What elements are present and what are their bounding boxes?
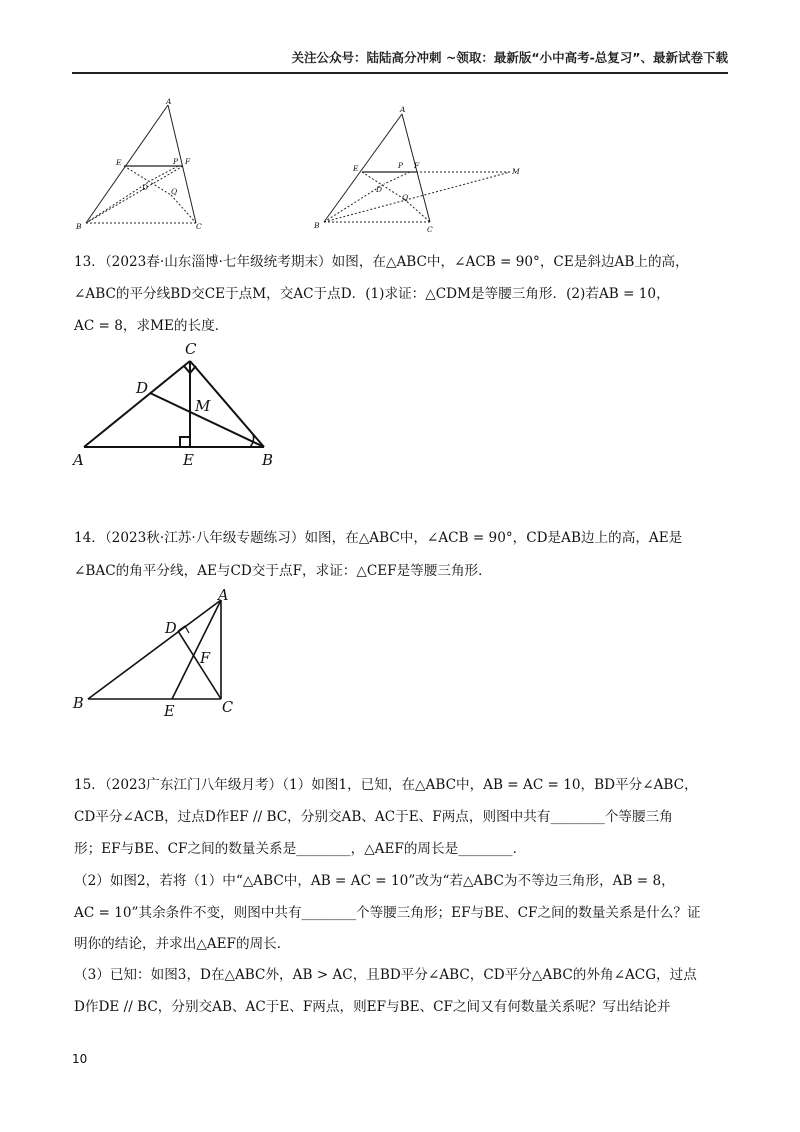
label-b: B [262, 451, 274, 469]
label-c: C [222, 700, 234, 716]
label-b: B [73, 696, 84, 712]
label-e: E [353, 164, 359, 173]
label-p: P [173, 157, 179, 166]
edge-ab [88, 600, 221, 699]
label-a: A [166, 97, 172, 106]
label-d: D [136, 379, 149, 397]
q15-line-7: （3）已知：如图3，D在△ABC外，AB > AC，且BD平分∠ABC，CD平分△ABC的外角∠ACG，过点 [74, 967, 697, 983]
bisector-ae [172, 600, 221, 699]
label-q: Q [402, 193, 409, 202]
label-b: B [314, 221, 320, 230]
label-f: F [414, 161, 420, 170]
q15-line-2: CD平分∠ACB，过点D作EF // BC，分别交AB、AC于E、F两点，则图中共有________个等腰三角 [74, 809, 673, 825]
dashed-b-to-d [324, 184, 384, 222]
label-b: B [76, 222, 82, 231]
label-a: A [218, 588, 229, 604]
dashed-bd [86, 181, 150, 223]
page-number: 10 [72, 1052, 88, 1066]
dashed-p-to-d [384, 172, 410, 184]
edge-ab [324, 114, 402, 222]
label-d: D [165, 621, 177, 637]
q15-line-5: AC = 10”其余条件不变，则图中共有________个等腰三角形；EF与BE、CF之间的数量关系是什么？证 [74, 905, 701, 921]
label-e: E [164, 704, 175, 720]
label-e: E [116, 158, 122, 167]
q13-line-2: ∠ABC的平分线BD交CE于点M，交AC于点D．(1)求证：△CDM是等腰三角形．(2)若AB = 10， [74, 286, 670, 302]
label-m: M [195, 397, 211, 415]
figure-top-left [70, 95, 220, 235]
figure-q14 [68, 585, 248, 720]
q15-line-4: （2）如图2，若将（1）中“△ABC中，AB = AC = 10”改为“若△ABC为不等边三角形，AB = 8， [74, 873, 675, 889]
edge-ab [86, 105, 168, 223]
q15-line-8: D作DE // BC，分别交AB、AC于E、F两点，则EF与BE、CF之间又有何数量关系呢？写出结论并 [74, 999, 671, 1015]
q15-line-1: 15．（2023广东江门八年级月考）（1）如图1，已知，在△ABC中，AB = AC = 10，BD平分∠ABC， [74, 777, 698, 793]
label-f: F [185, 157, 191, 166]
q15-line-6: 明你的结论，并求出△AEF的周长． [74, 936, 291, 952]
label-m: M [512, 167, 520, 176]
dashed-q-to-c [404, 199, 430, 222]
figure-q13 [68, 338, 288, 470]
q14-line-2: ∠BAC的角平分线，AE与CD交于点F，求证：△CEF是等腰三角形． [74, 563, 492, 579]
label-d: D [376, 185, 383, 194]
figure-top-right [310, 100, 540, 235]
right-angle-e [180, 437, 190, 447]
q13-line-3: AC = 8，求ME的长度． [74, 318, 229, 334]
q14-line-1: 14．（2023秋·江苏·八年级专题练习）如图，在△ABC中，∠ACB = 90°，CD是AB边上的高，AE是 [74, 530, 683, 546]
label-q: Q [171, 187, 178, 196]
label-f: F [200, 651, 211, 667]
right-angle-d [178, 626, 189, 633]
label-d: D [142, 183, 149, 192]
label-p: P [398, 161, 404, 170]
label-c: C [427, 225, 433, 234]
dashed-p-to-d [150, 166, 178, 181]
label-a: A [400, 105, 406, 114]
q15-line-3: 形；EF与BE、CF之间的数量关系是________，△AEF的周长是________． [74, 841, 527, 857]
label-a: A [73, 451, 84, 469]
label-c: C [196, 222, 202, 231]
dashed-e-to-q [362, 172, 404, 199]
label-e: E [183, 451, 194, 469]
label-c: C [185, 340, 197, 358]
dashed-b-to-m [324, 172, 510, 222]
page-header: 关注公众号：陆陆高分冲刺 ~领取：最新版“小中高考-总复习”、最新试卷下载 [291, 50, 728, 65]
header-divider [72, 72, 728, 74]
q13-line-1: 13．（2023春·山东淄博·七年级统考期末）如图，在△ABC中，∠ACB = 90°，CE是斜边AB上的高， [74, 254, 689, 270]
dashed-ef-to-b [86, 166, 183, 223]
